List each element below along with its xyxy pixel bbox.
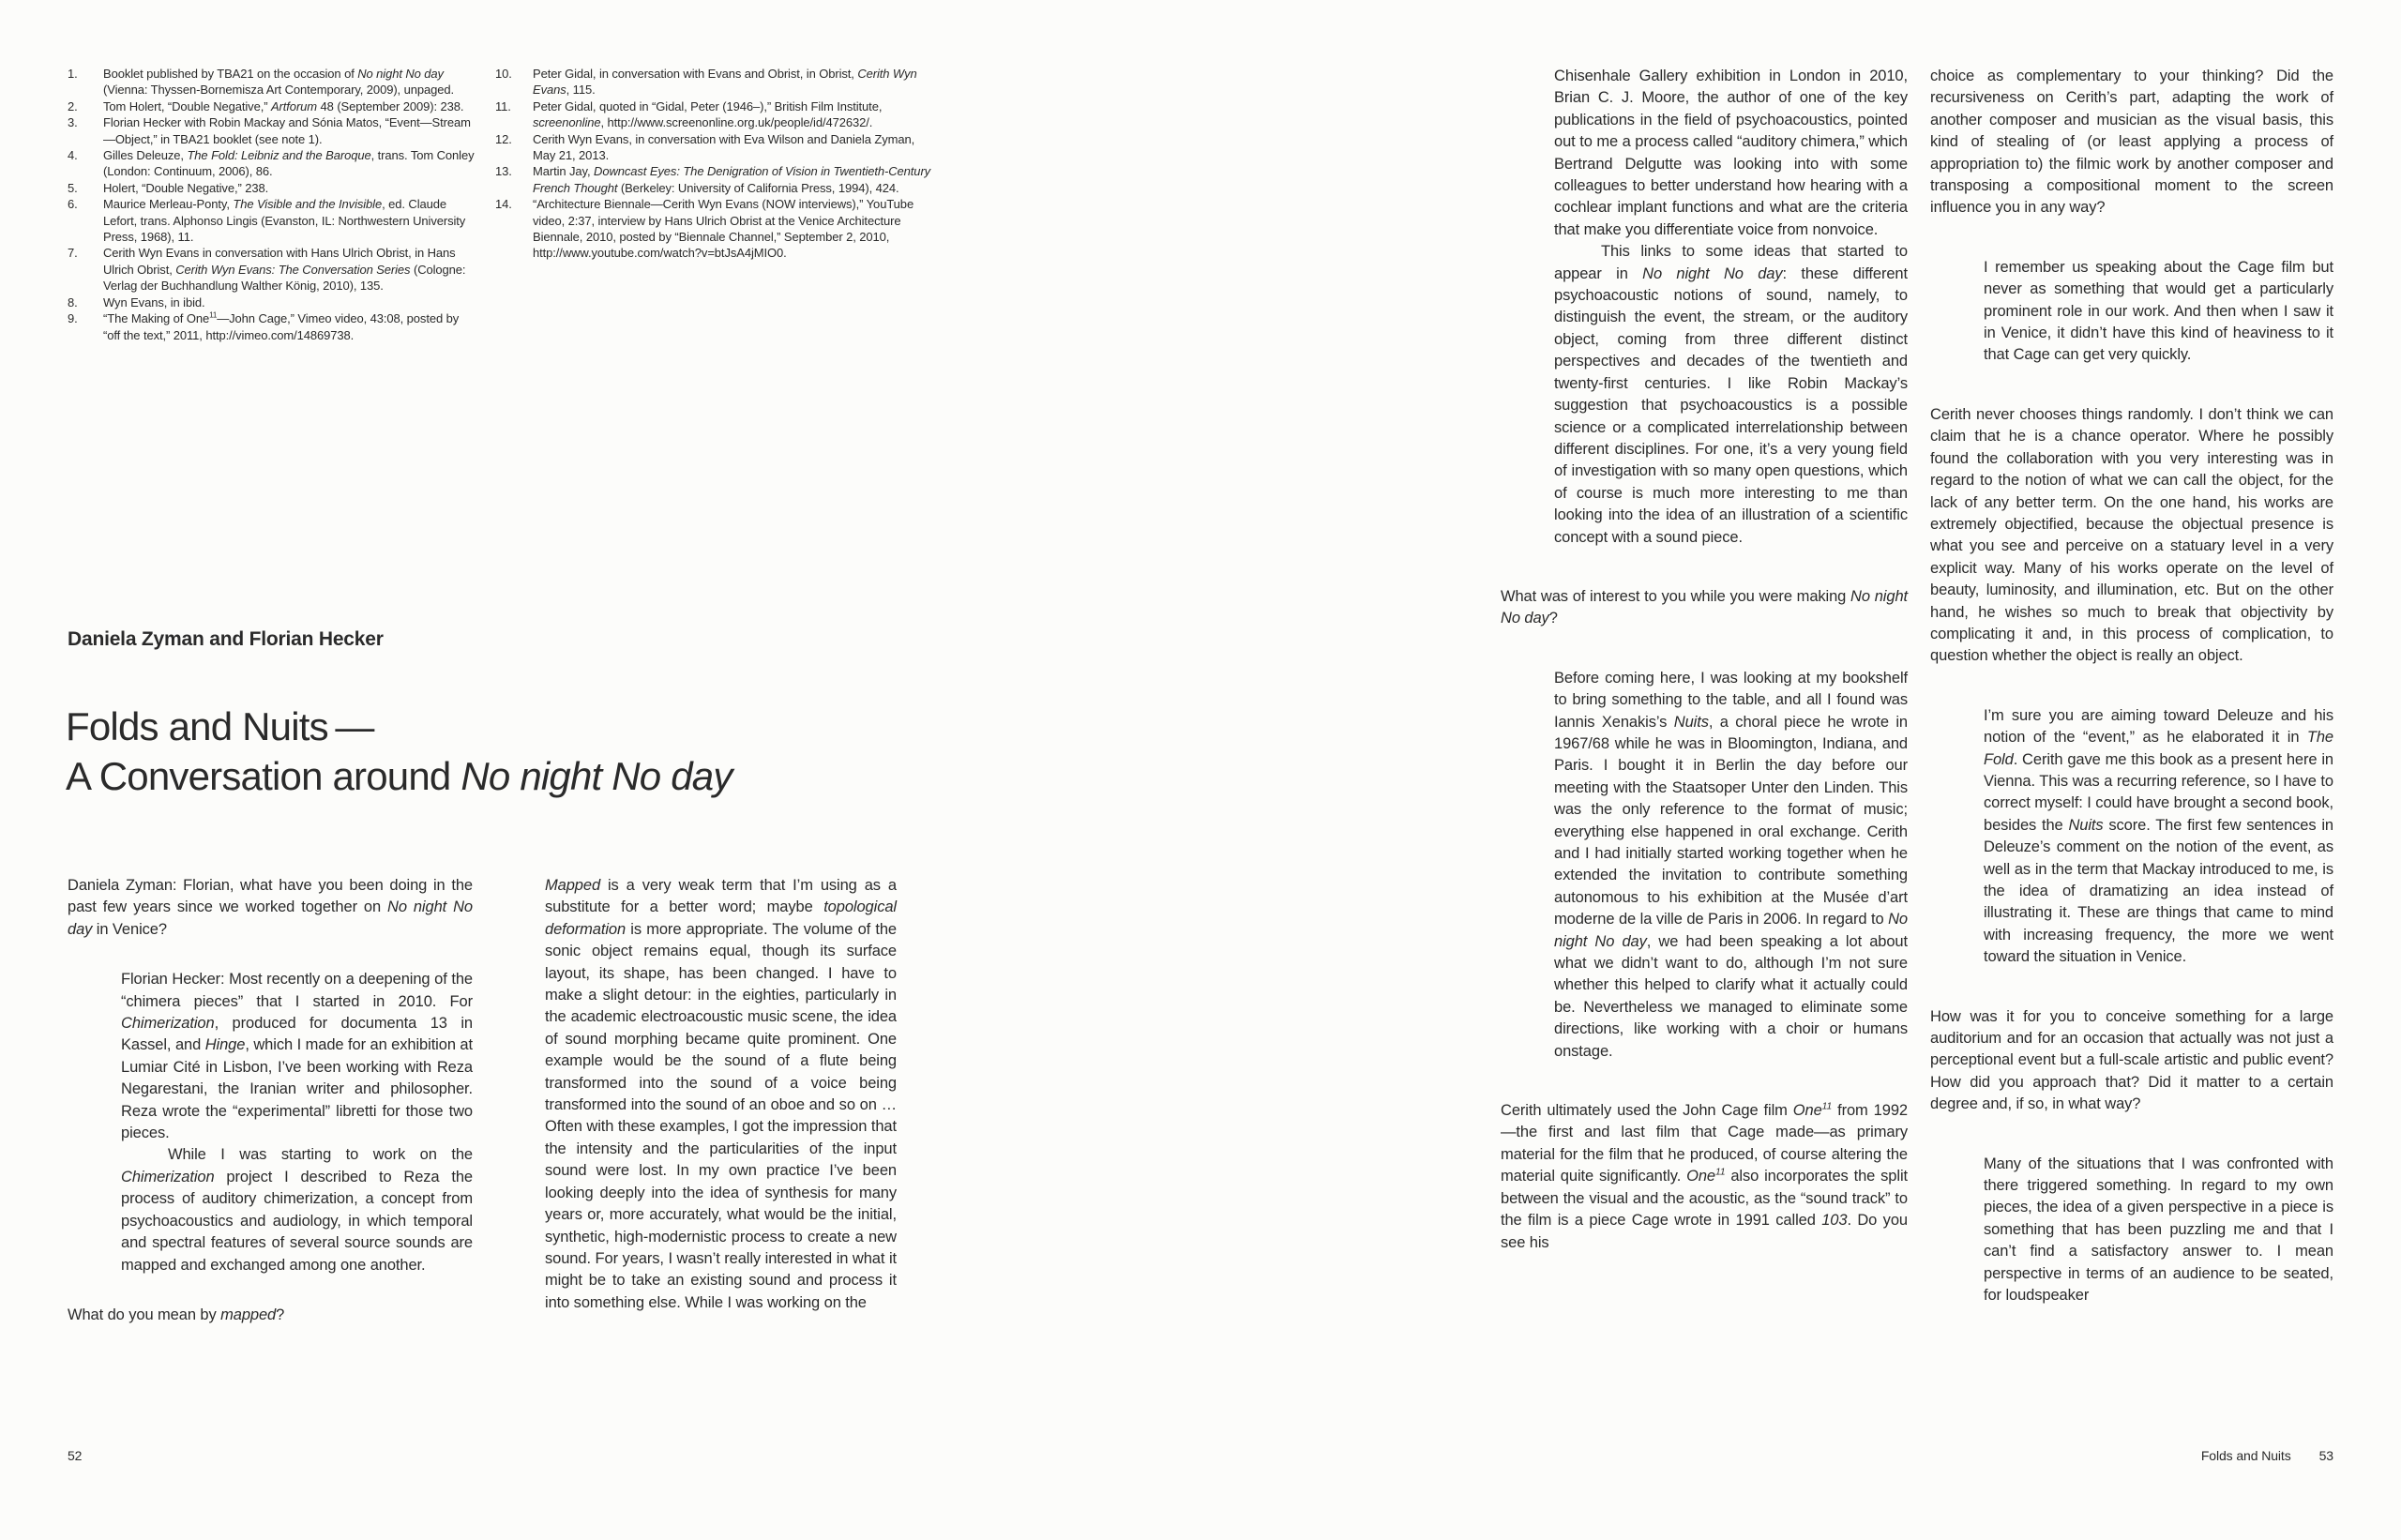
footnote-number: 12. — [495, 131, 512, 146]
footnote-text: Holert, “Double Negative,” 238. — [103, 180, 269, 195]
footnote-02 — [68, 98, 478, 114]
footnote-text: Gilles Deleuze, The Fold: Leibniz and the Baroque, trans. Tom Conley (London: Continuum, 2006), 86. — [103, 148, 475, 179]
footnote-text: Maurice Merleau-Ponty, The Visible and the Invisible, ed. Claude Lefort, trans. Alphonso Lingis (Evanston, IL: Northwestern University Press, 1968), 11. — [103, 197, 466, 245]
hecker-answer-4: I remember us speaking about the Cage film but never as something that would get a particularly prominent role in our work. And then when I saw it in Venice, it didn’t have this kind of heaviness to it that Cage can get very quickly. — [1984, 258, 2333, 364]
title-line-1: Folds and Nuits — — [66, 704, 374, 748]
footnote-07 — [68, 245, 478, 294]
page-number-left: 52 — [68, 1448, 83, 1463]
hecker-answer-3: Before coming here, I was looking at my bookshelf to bring something to the table, and all I found was Iannis Xenakis’s Nuits, a choral piece he wrote in 1967/68 while he was in Bloomington, Indiana, and Paris. I bought it in Berlin the day before our meeting with the Staatsoper Unter den Linden. This was the only reference to the format of music; everything else happened in oral exchange. Cerith and I had initially started working together when he extended the invitation to contribute something autonomous to his exhibition at the Musée d’art moderne de la ville de Paris in 2006. In regard to No night No day, we had been speaking a lot about what we didn’t want to do, although I’m not sure whether this helped to clarify what it actually could be. Nevertheless we managed to eliminate some directions, like working with a choir or humans onstage. — [1554, 669, 1908, 1060]
footnote-10 — [495, 66, 940, 98]
footnote-11 — [495, 98, 940, 131]
body-column-3 — [1501, 66, 1908, 1254]
footnotes-column-1 — [68, 66, 478, 343]
footnote-14 — [495, 196, 940, 262]
footnote-text: Wyn Evans, in ibid. — [103, 294, 205, 310]
running-footer — [1930, 1448, 2333, 1463]
footnote-number: 8. — [68, 294, 78, 310]
footnote-text: Peter Gidal, in conversation with Evans and Obrist, in Obrist, Cerith Wyn Evans, 115. — [533, 67, 917, 98]
hecker-answer-5: I’m sure you are aiming toward Deleuze and his notion of the “event,” as he elaborated it in The Fold. Cerith gave me this book as a present here in Vienna. This was a recurring reference, so I have to correct myself: I could have brought a second book, besides the Nuits score. The first few sentences in Deleuze’s comment on the notion of the event, as well as in the term that Mackay introduced to me, is the idea of dramatizing an idea instead of illustrating it. These are things that came to mind with increasing frequency, the more we went toward the situation in Venice. — [1984, 706, 2333, 966]
footnote-number: 10. — [495, 67, 512, 81]
zyman-question-1: Daniela Zyman: Florian, what have you been doing in the past few years since we worked together on No night No day in Venice? — [68, 877, 473, 938]
footnotes-column-2 — [495, 66, 940, 262]
footnote-text: “The Making of One$^{11}$—John Cage,” Vimeo video, 43:08, posted by “off the text,” 2011, http://vimeo.com/14869738. — [103, 310, 460, 342]
footnote-number: 1. — [68, 67, 78, 81]
footnote-number: 5. — [68, 180, 78, 195]
byline: Daniela Zyman and Florian Hecker — [68, 628, 384, 650]
footnote-text: Booklet published by TBA21 on the occasion of No night No day (Vienna: Thyssen-Bornemisza Art Contemporary, 2009), unpaged. — [103, 67, 454, 98]
footnote-03 — [68, 114, 478, 147]
footnote-08 — [68, 294, 478, 310]
body-column-2 — [491, 875, 897, 1314]
hecker-answer-2-cont-a: Chisenhale Gallery exhibition in London in 2010, Brian C. J. Moore, the author of one of the key publications in the field of psychoacoustics, pointed out to me a process called “auditory chimera,” which Bertrand Delgutte was looking into with some colleagues to better understand how hearing with a cochlear implant functions and what are the criteria that make you differentiate voice from nonvoice. — [1554, 68, 1908, 238]
footnote-06 — [68, 196, 478, 245]
hecker-answer-6: Many of the situations that I was confronted with there triggered something. In regard to my own pieces, the idea of a given perspective in a piece is something that has been puzzling me and that I can’t find a satisfactory answer to. I mean perspective in terms of an audience to be seated, for loudspeaker — [1984, 1155, 2333, 1305]
footnote-number: 2. — [68, 98, 78, 113]
footnote-number: 14. — [495, 197, 512, 212]
body-column-4 — [1930, 66, 2333, 1307]
footnote-number: 13. — [495, 164, 512, 179]
footnote-04 — [68, 147, 478, 180]
footnote-text: Tom Holert, “Double Negative,” Artforum 48 (September 2009): 238. — [103, 98, 464, 113]
footnote-number: 7. — [68, 246, 78, 261]
title-line-2: A Conversation around No night No day — [66, 754, 732, 798]
page-number-right: 53 — [2318, 1448, 2333, 1463]
running-title: Folds and Nuits — [2200, 1448, 2291, 1463]
footnote-text: Peter Gidal, quoted in “Gidal, Peter (1946–),” British Film Institute, screenonline, http://www.screenonline.org.uk/people/id/472632/. — [533, 98, 883, 130]
zyman-question-2: What do you mean by mapped? — [68, 1306, 285, 1323]
footnote-number: 4. — [68, 148, 78, 163]
article-title — [66, 702, 1097, 801]
footnote-text: Cerith Wyn Evans in conversation with Hans Ulrich Obrist, in Hans Ulrich Obrist, Cerith Wyn Evans: The Conversation Series (Cologne: Verlag der Buchhandlung Walther König, 2010), 135. — [103, 246, 466, 294]
footnote-number: 6. — [68, 197, 78, 212]
footnote-text: “Architecture Biennale—Cerith Wyn Evans (NOW interviews),” YouTube video, 2:37, interview by Hans Ulrich Obrist at the Venice Architecture Biennale, 2010, posted by “Biennale Channel,” September 2, 2010, http://www.youtube.com/watch?v=btJsA4jMIO0. — [533, 197, 914, 261]
hecker-answer-1b: While I was starting to work on the Chimerization project I described to Reza the process of auditory chimerization, a concept from psychoacoustics and audiology, in which temporal and spectral features of several source sounds are mapped and exchanged among one another. — [121, 1146, 473, 1274]
zyman-question-4a: Cerith ultimately used the John Cage film One$^{11}$ from 1992—the first and last film that Cage made—as primary material for the film that he produced, of course altering the material quite significantly. One$^{11}$ also incorporates the split between the visual and the acoustic, as the “sound track” to the film is a piece Cage wrote in 1991 called 103. Do you see his — [1501, 1101, 1908, 1251]
zyman-comment-5: Cerith never chooses things randomly. I don’t think we can claim that he is a chance operator. Where he possibly found the collaboration with you very interesting was in regard to the notion of what we can call the object, for the lack of any better term. On the one hand, his works are extremely objectified, because the objectual presence is what you see and perceive on a statuary level in a very explicit way. Many of his works operate on the level of beauty, luminosity, and illumination, etc. But on the other hand, he wishes so much to break that objectivity by complicating it and, in this process of complication, to question whether the object is really an object. — [1930, 405, 2333, 665]
footnote-13 — [495, 163, 940, 196]
zyman-question-6: How was it for you to conceive something for a large auditorium and for an occasion that actually was not just a perceptional event but a full-scale artistic and public event? How did you approach that? Did it matter to a certain degree and, if so, in what way? — [1930, 1007, 2333, 1113]
footnote-12 — [495, 131, 940, 164]
hecker-answer-2-cont-b: This links to some ideas that started to appear in No night No day: these different psychoacoustic notions of sound, namely, to distinguish the event, the stream, or the auditory object, coming from three different distinct perspectives and decades of the twentieth and twenty-first centuries. I like Robin Mackay’s suggestion that psychoacoustics is a possible science or a complicated interrelationship between different disciplines. For one, it’s a very young field of investigation with so many open questions, which of course is much more interesting to me than looking into the idea of an illustration of a scientific concept with a sound piece. — [1554, 243, 1908, 546]
body-column-1 — [68, 875, 473, 1326]
footnote-05 — [68, 180, 478, 196]
footnote-number: 11. — [495, 98, 511, 113]
footnote-01 — [68, 66, 478, 98]
hecker-answer-2: Mapped is a very weak term that I’m using as a substitute for a better word; maybe topological deformation is more appropriate. The volume of the sonic object remains equal, though its surface layout, its shape, has been changed. I have to make a slight detour: in the eighties, particularly in the academic electroacoustic music scene, the idea of sound morphing became quite prominent. One example would be the sound of a flute being transformed into the sound of a voice being transformed into the sound of an oboe and so on … Often with these examples, I got the impression that the intensity and the particularities of the input sound were lost. In my own practice I’ve been looking deeply into the idea of synthesis for many years or, more accurately, what would be the initial, synthetic, high-modernistic process to create a new sound. For years, I wasn’t really interested in what it might be to take an existing sound and process it into something else. While I was working on the — [545, 877, 897, 1311]
zyman-question-3: What was of interest to you while you were making No night No day? — [1501, 587, 1908, 627]
footnote-text: Martin Jay, Downcast Eyes: The Denigration of Vision in Twentieth-Century French Thought (Berkeley: University of California Press, 1994), 424. — [533, 164, 931, 195]
footnote-number: 9. — [68, 311, 78, 326]
footnote-09 — [68, 310, 478, 343]
footnote-text: Cerith Wyn Evans, in conversation with Eva Wilson and Daniela Zyman, May 21, 2013. — [533, 131, 915, 163]
footnote-number: 3. — [68, 115, 78, 130]
hecker-answer-1a: Florian Hecker: Most recently on a deepening of the “chimera pieces” that I started in 2010. For Chimerization, produced for documenta 13 in Kassel, and Hinge, which I made for an exhibition at Lumiar Cité in Lisbon, I’ve been working with Reza Negarestani, the Iranian writer and philosopher. Reza wrote the “experimental” libretti for those two pieces. — [121, 971, 473, 1142]
zyman-question-4b: choice as complementary to your thinking? Did the recursiveness on Cerith’s part, adapting the work of another composer and musician as the visual basis, this kind of stealing of (or least applying a process of appropriation to) the filmic work by another composer and transposing a compositional moment to the screen influence you in any way? — [1930, 68, 2333, 217]
footnote-text: Florian Hecker with Robin Mackay and Sónia Matos, “Event—Stream —Object,” in TBA21 booklet (see note 1). — [103, 115, 471, 146]
